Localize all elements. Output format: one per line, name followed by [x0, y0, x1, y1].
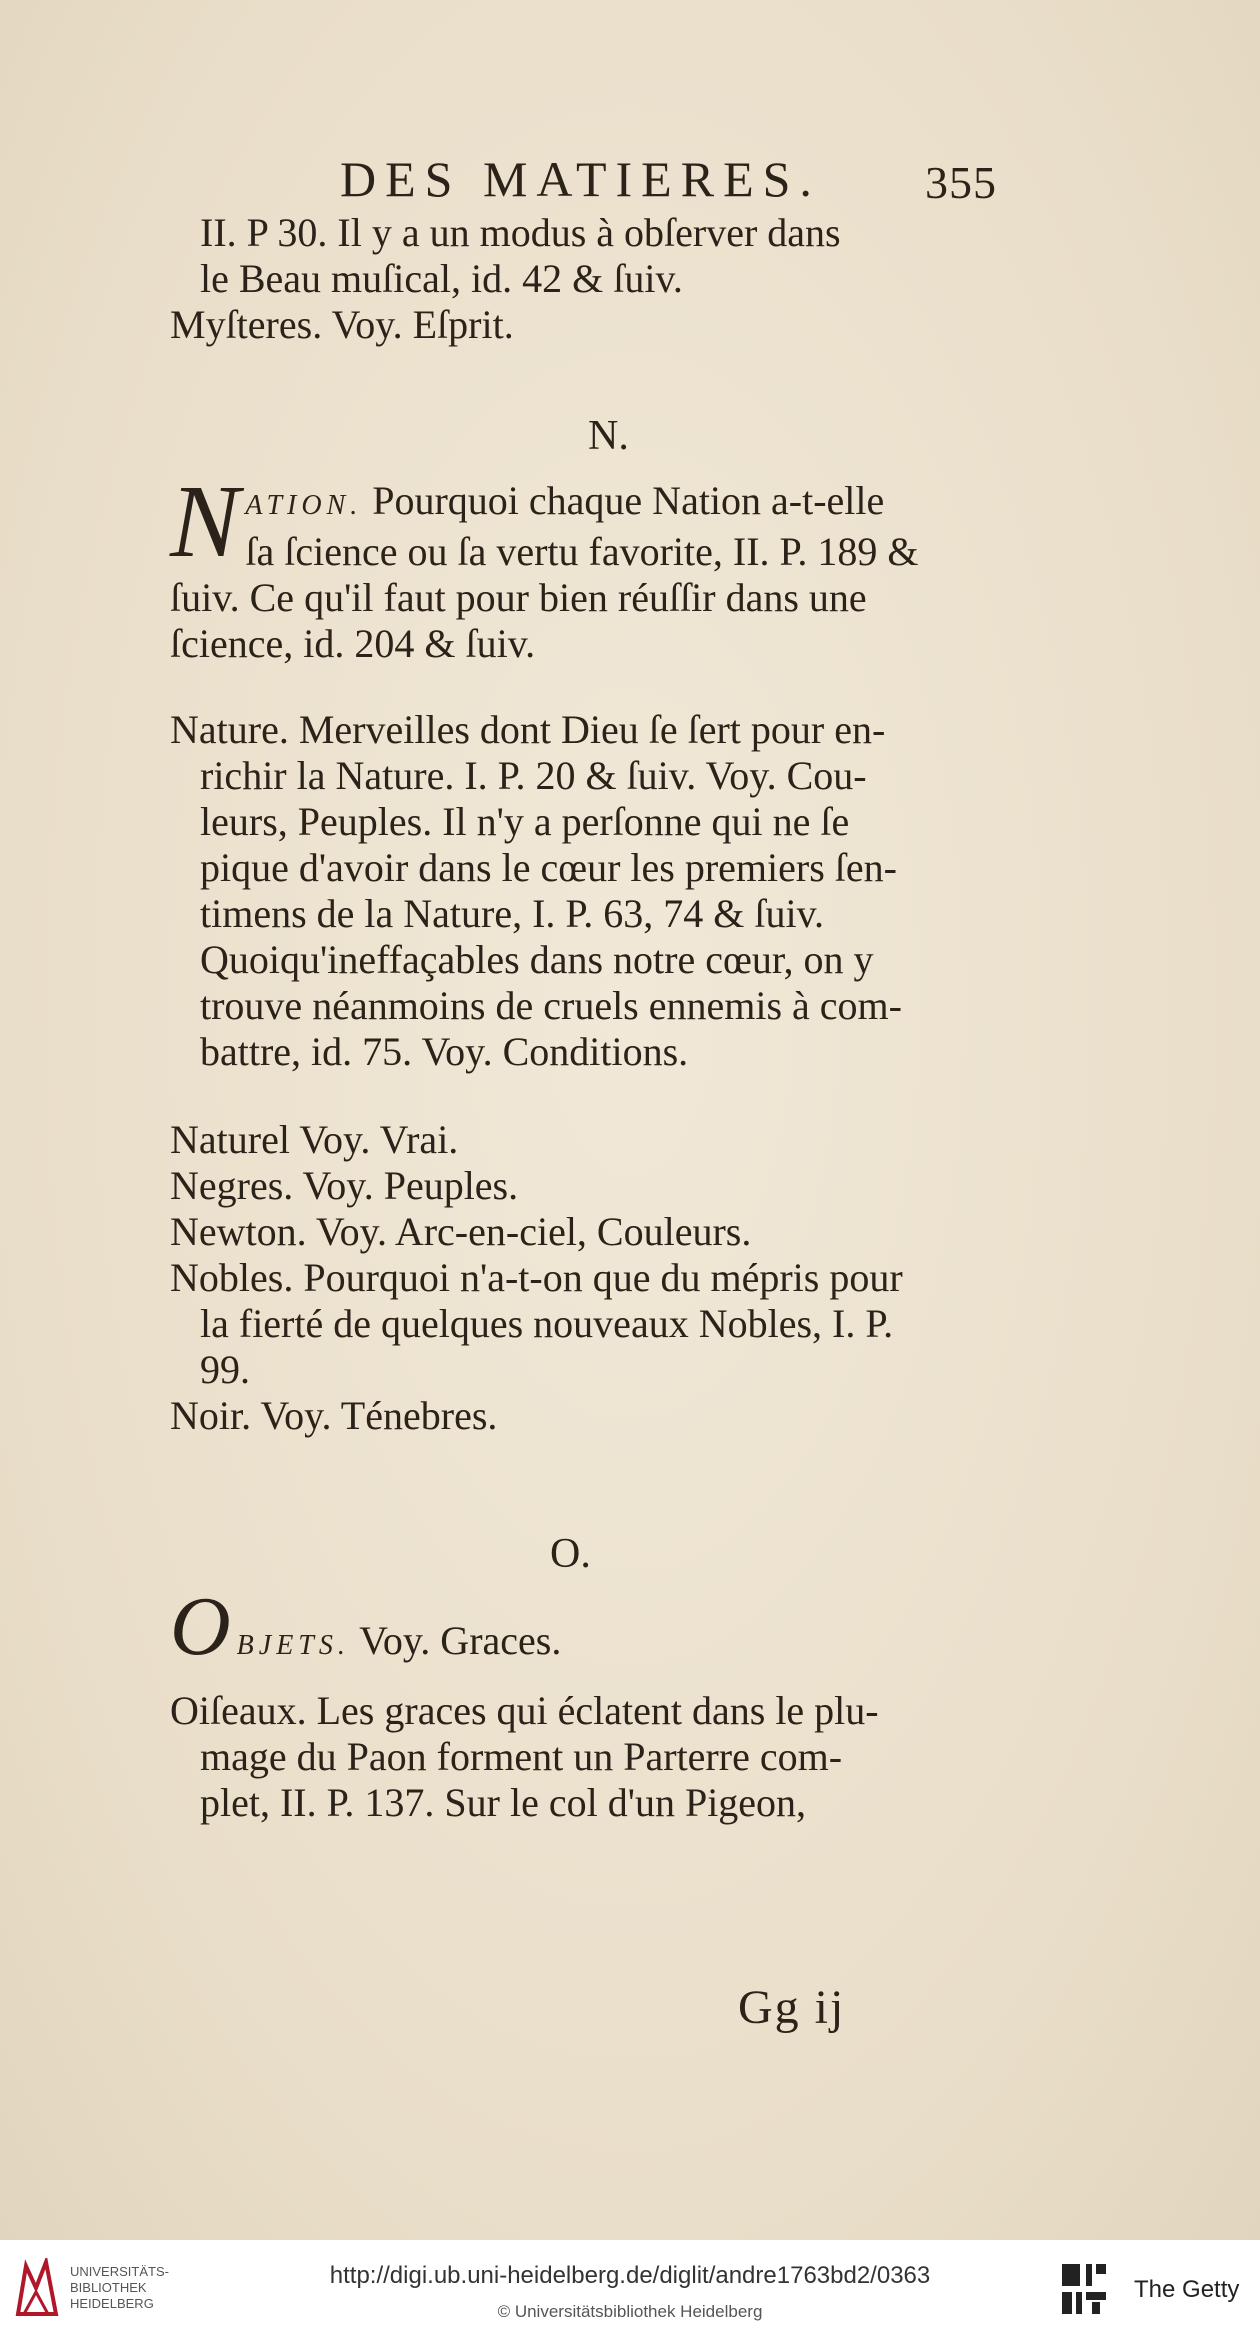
text-line: battre, id. 75. Voy. Conditions. — [200, 1029, 689, 1074]
entry-oiseaux — [170, 1688, 1060, 1826]
text-line: ſuiv. Ce qu'il faut pour bien réuſſir dans une — [170, 575, 867, 620]
entry-nobles: Nobles. Pourquoi n'a-t-on que du mépris pour — [170, 1255, 903, 1300]
copyright: © Universitätsbibliothek Heidelberg — [497, 2302, 763, 2321]
text-line: pique d'avoir dans le cœur les premiers ſen- — [200, 845, 897, 890]
text-line: la fierté de quelques nouveaux Nobles, I. P. — [200, 1301, 894, 1346]
library-logo[interactable] — [14, 2258, 214, 2328]
text-line: Pourquoi chaque Nation a-t-elle — [372, 478, 885, 523]
entry-nature — [170, 707, 1060, 1075]
entry-head: BJETS. — [236, 1630, 350, 1661]
drop-cap-n: N — [170, 464, 240, 579]
text-line: ſa ſcience ou ſa vertu favorite, II. P. 189 & — [245, 529, 919, 574]
entry-noir: Noir. Voy. Ténebres. — [170, 1393, 498, 1438]
signature-mark: Gg ij — [738, 1981, 846, 2034]
entry-objets — [170, 1580, 1060, 1673]
partner-name: The Getty — [1134, 2276, 1240, 2303]
running-header — [340, 150, 1040, 208]
drop-cap-o: O — [170, 1580, 231, 1673]
getty-logo-icon[interactable] — [1060, 2262, 1108, 2316]
permalink[interactable]: http://digi.ub.uni-heidelberg.de/diglit/andre1763bd2/0363 — [329, 2262, 931, 2289]
library-logo-icon — [14, 2258, 60, 2318]
section-letter-o: O. — [550, 1531, 591, 1577]
library-name: UNIVERSITÄTS- BIBLIOTHEK HEIDELBERG — [70, 2264, 169, 2311]
text-line: Quoiqu'ineffaçables dans notre cœur, on y — [200, 937, 874, 982]
entry-naturel: Naturel Voy. Vrai. — [170, 1117, 459, 1162]
header-title: DES MATIERES. — [340, 151, 821, 207]
text-line: richir la Nature. I. P. 20 & ſuiv. Voy. Cou- — [200, 753, 867, 798]
entry-head: ATION. — [245, 490, 363, 521]
text-line: 99. — [200, 1347, 250, 1392]
text-line: Nature. Merveilles dont Dieu ſe ſert pour en- — [170, 707, 886, 752]
text-line: Oiſeaux. Les graces qui éclatent dans le plu- — [170, 1688, 879, 1733]
entries-n — [170, 1117, 1060, 1439]
viewer-footer — [0, 2240, 1260, 2339]
text-line: plet, II. P. 137. Sur le col d'un Pigeon, — [200, 1780, 807, 1825]
text-line: leurs, Peuples. Il n'y a perſonne qui ne ſe — [200, 799, 850, 844]
entry-negres: Negres. Voy. Peuples. — [170, 1163, 519, 1208]
text-line: timens de la Nature, I. P. 63, 74 & ſuiv. — [200, 891, 824, 936]
entry-continuation — [170, 210, 1060, 348]
text-line: II. P 30. Il y a un modus à obſerver dans — [200, 210, 841, 255]
entry-newton: Newton. Voy. Arc-en-ciel, Couleurs. — [170, 1209, 752, 1254]
page-number: 355 — [925, 157, 997, 208]
text-line: trouve néanmoins de cruels ennemis à com- — [200, 983, 902, 1028]
entry-mysteres: Myſteres. Voy. Eſprit. — [170, 302, 514, 347]
section-letter-n: N. — [588, 413, 629, 459]
text-line: le Beau muſical, id. 42 & ſuiv. — [200, 256, 683, 301]
text-line: mage du Paon forment un Parterre com- — [200, 1734, 843, 1779]
text-line: Voy. Graces. — [359, 1618, 562, 1663]
entry-nation — [170, 464, 1060, 667]
text-line: ſcience, id. 204 & ſuiv. — [170, 621, 536, 666]
